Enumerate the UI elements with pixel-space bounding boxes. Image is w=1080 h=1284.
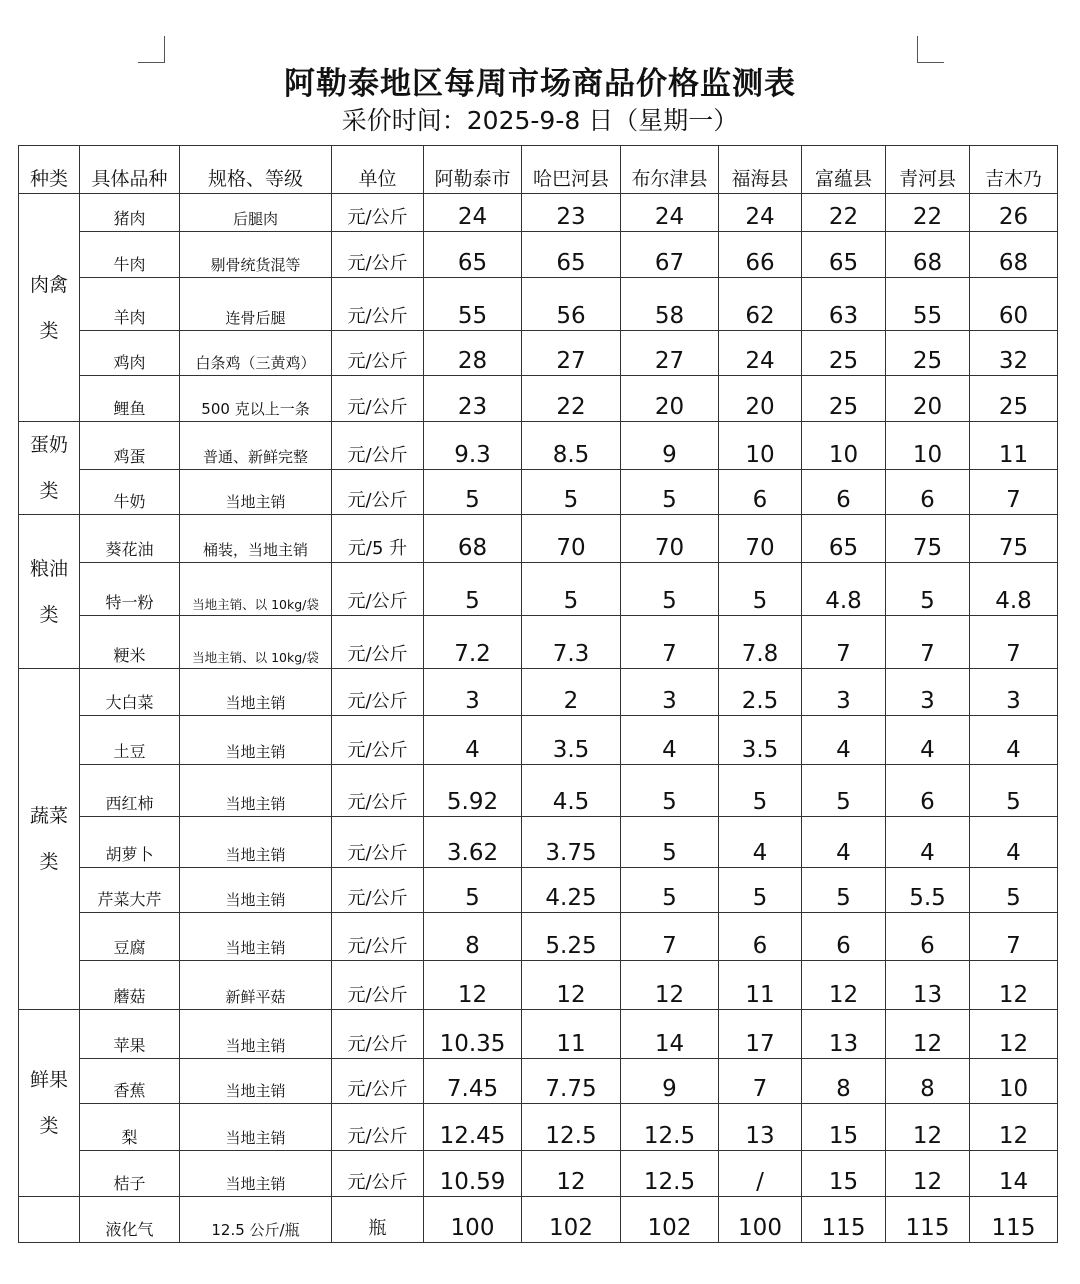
- category-label-part: 蛋奶: [29, 434, 68, 456]
- price-cell: 3: [886, 669, 970, 716]
- price-cell: 12: [886, 1151, 970, 1197]
- price-cell: 5.5: [886, 868, 970, 913]
- price-cell: 4: [802, 716, 886, 765]
- price-cell: 3.62: [424, 817, 522, 868]
- price-cell: 5: [424, 563, 522, 616]
- price-cell: 7: [886, 616, 970, 669]
- item-name-cell: 大白菜: [80, 669, 180, 716]
- price-cell: 5: [522, 563, 621, 616]
- price-cell: 12: [970, 961, 1058, 1010]
- table-row: [19, 1059, 1058, 1104]
- table-row: [19, 1197, 1058, 1243]
- item-unit-cell: 元/公斤: [332, 1104, 424, 1151]
- table-row: [19, 616, 1058, 669]
- table-row: [19, 376, 1058, 422]
- price-cell: 7.75: [522, 1059, 621, 1104]
- column-header: 单位: [332, 146, 424, 194]
- item-spec-cell: 剔骨统货混等: [180, 232, 332, 278]
- price-cell: 5: [621, 563, 719, 616]
- price-cell: 4: [424, 716, 522, 765]
- category-cell: [19, 422, 80, 515]
- price-cell: 13: [886, 961, 970, 1010]
- item-unit-cell: 元/公斤: [332, 470, 424, 515]
- price-cell: 56: [522, 278, 621, 331]
- price-cell: 10.35: [424, 1010, 522, 1059]
- item-unit-cell: 元/公斤: [332, 278, 424, 331]
- price-cell: 6: [802, 470, 886, 515]
- category-label-part: 蔬菜: [29, 805, 68, 827]
- price-cell: 12: [621, 961, 719, 1010]
- price-cell: 11: [970, 422, 1058, 470]
- table-row: [19, 278, 1058, 331]
- price-cell: 63: [802, 278, 886, 331]
- price-cell: 67: [621, 232, 719, 278]
- price-cell: 10.59: [424, 1151, 522, 1197]
- price-cell: 4: [886, 817, 970, 868]
- price-cell: 70: [719, 515, 802, 563]
- price-cell: 102: [522, 1197, 621, 1243]
- item-spec-cell: 桶装，当地主销: [180, 515, 332, 563]
- item-spec-cell: 12.5 公斤/瓶: [180, 1197, 332, 1243]
- price-cell: 5.92: [424, 765, 522, 817]
- price-cell: 5: [621, 470, 719, 515]
- price-cell: 4: [886, 716, 970, 765]
- price-cell: 28: [424, 331, 522, 376]
- price-cell: 22: [886, 194, 970, 232]
- price-cell: 23: [522, 194, 621, 232]
- price-cell: 12: [970, 1104, 1058, 1151]
- column-header: 种类: [19, 146, 80, 194]
- price-cell: 5: [522, 470, 621, 515]
- table-row: [19, 817, 1058, 868]
- category-cell: [19, 1010, 80, 1197]
- table-row: [19, 1104, 1058, 1151]
- price-cell: 10: [886, 422, 970, 470]
- price-cell: 13: [719, 1104, 802, 1151]
- price-cell: 3: [970, 669, 1058, 716]
- price-cell: 6: [802, 913, 886, 961]
- price-cell: 12: [802, 961, 886, 1010]
- price-cell: 70: [522, 515, 621, 563]
- item-unit-cell: 元/公斤: [332, 376, 424, 422]
- price-cell: /: [719, 1151, 802, 1197]
- price-cell: 20: [719, 376, 802, 422]
- category-cell: [19, 194, 80, 422]
- price-cell: 20: [621, 376, 719, 422]
- price-cell: 65: [522, 232, 621, 278]
- item-unit-cell: 瓶: [332, 1197, 424, 1243]
- price-cell: 8: [802, 1059, 886, 1104]
- item-name-cell: 梨: [80, 1104, 180, 1151]
- price-cell: 24: [719, 194, 802, 232]
- category-label-part: 类: [39, 851, 59, 873]
- price-cell: 5: [621, 868, 719, 913]
- item-spec-cell: 后腿肉: [180, 194, 332, 232]
- price-cell: 6: [719, 470, 802, 515]
- table-row: [19, 961, 1058, 1010]
- price-cell: 4: [970, 817, 1058, 868]
- column-header: 哈巴河县: [522, 146, 621, 194]
- item-name-cell: 胡萝卜: [80, 817, 180, 868]
- price-cell: 26: [970, 194, 1058, 232]
- item-unit-cell: 元/公斤: [332, 913, 424, 961]
- price-cell: 22: [522, 376, 621, 422]
- price-cell: 5: [719, 563, 802, 616]
- price-cell: 17: [719, 1010, 802, 1059]
- price-cell: 12.45: [424, 1104, 522, 1151]
- column-header: 具体品种: [80, 146, 180, 194]
- price-cell: 3: [802, 669, 886, 716]
- price-cell: 7: [621, 913, 719, 961]
- item-spec-cell: 当地主销: [180, 669, 332, 716]
- item-unit-cell: 元/公斤: [332, 422, 424, 470]
- price-cell: 65: [424, 232, 522, 278]
- price-cell: 24: [424, 194, 522, 232]
- price-cell: 24: [621, 194, 719, 232]
- item-name-cell: 土豆: [80, 716, 180, 765]
- price-cell: 58: [621, 278, 719, 331]
- price-cell: 27: [621, 331, 719, 376]
- document-subtitle: 采价时间：2025-9-8 日（星期一）: [341, 106, 739, 135]
- price-cell: 4: [802, 817, 886, 868]
- table-row: [19, 868, 1058, 913]
- category-cell: [19, 669, 80, 1010]
- item-spec-cell: 当地主销: [180, 868, 332, 913]
- item-spec-cell: 当地主销: [180, 817, 332, 868]
- item-name-cell: 牛奶: [80, 470, 180, 515]
- price-cell: 15: [802, 1151, 886, 1197]
- item-name-cell: 特一粉: [80, 563, 180, 616]
- item-name-cell: 粳米: [80, 616, 180, 669]
- item-unit-cell: 元/公斤: [332, 669, 424, 716]
- price-cell: 9: [621, 1059, 719, 1104]
- price-cell: 3.5: [719, 716, 802, 765]
- price-cell: 68: [886, 232, 970, 278]
- item-name-cell: 鸡蛋: [80, 422, 180, 470]
- table-row: [19, 331, 1058, 376]
- item-name-cell: 苹果: [80, 1010, 180, 1059]
- price-cell: 66: [719, 232, 802, 278]
- price-cell: 5: [621, 765, 719, 817]
- price-cell: 25: [970, 376, 1058, 422]
- column-header: 富蕴县: [802, 146, 886, 194]
- table-row: [19, 422, 1058, 470]
- table-row: [19, 563, 1058, 616]
- item-spec-cell: 当地主销: [180, 765, 332, 817]
- price-cell: 25: [802, 331, 886, 376]
- price-cell: 4.8: [970, 563, 1058, 616]
- item-name-cell: 豆腐: [80, 913, 180, 961]
- item-unit-cell: 元/5 升: [332, 515, 424, 563]
- item-spec-cell: 新鲜平菇: [180, 961, 332, 1010]
- item-name-cell: 鸡肉: [80, 331, 180, 376]
- price-cell: 24: [719, 331, 802, 376]
- price-cell: 6: [719, 913, 802, 961]
- item-spec-cell: 当地主销: [180, 1104, 332, 1151]
- price-cell: 75: [970, 515, 1058, 563]
- price-cell: 5: [802, 765, 886, 817]
- price-cell: 7.45: [424, 1059, 522, 1104]
- price-cell: 4.25: [522, 868, 621, 913]
- price-cell: 100: [719, 1197, 802, 1243]
- item-name-cell: 羊肉: [80, 278, 180, 331]
- price-cell: 12: [424, 961, 522, 1010]
- item-unit-cell: 元/公斤: [332, 1151, 424, 1197]
- table-row: [19, 716, 1058, 765]
- item-unit-cell: 元/公斤: [332, 616, 424, 669]
- price-cell: 8: [424, 913, 522, 961]
- price-cell: 3.75: [522, 817, 621, 868]
- price-cell: 5: [970, 868, 1058, 913]
- price-cell: 65: [802, 232, 886, 278]
- item-name-cell: 蘑菇: [80, 961, 180, 1010]
- price-cell: 3.5: [522, 716, 621, 765]
- price-cell: 100: [424, 1197, 522, 1243]
- price-cell: 7: [970, 616, 1058, 669]
- category-label-part: 类: [39, 603, 59, 626]
- price-cell: 12.5: [621, 1151, 719, 1197]
- item-spec-cell: 连骨后腿: [180, 278, 332, 331]
- price-cell: 62: [719, 278, 802, 331]
- price-cell: 102: [621, 1197, 719, 1243]
- price-cell: 9.3: [424, 422, 522, 470]
- item-unit-cell: 元/公斤: [332, 1010, 424, 1059]
- item-spec-cell: 当地主销: [180, 1151, 332, 1197]
- table-row: [19, 515, 1058, 563]
- item-name-cell: 牛肉: [80, 232, 180, 278]
- table-row: [19, 194, 1058, 232]
- item-name-cell: 液化气: [80, 1197, 180, 1243]
- price-cell: 7: [621, 616, 719, 669]
- item-spec-cell: 当地主销: [180, 470, 332, 515]
- price-cell: 22: [802, 194, 886, 232]
- item-unit-cell: 元/公斤: [332, 817, 424, 868]
- price-cell: 9: [621, 422, 719, 470]
- item-spec-cell: 当地主销、以 10kg/袋: [180, 563, 332, 616]
- price-cell: 5: [886, 563, 970, 616]
- price-cell: 23: [424, 376, 522, 422]
- price-cell: 115: [886, 1197, 970, 1243]
- price-cell: 14: [970, 1151, 1058, 1197]
- item-spec-cell: 当地主销: [180, 1059, 332, 1104]
- item-spec-cell: 当地主销: [180, 1010, 332, 1059]
- document-title: 阿勒泰地区每周市场商品价格监测表: [284, 66, 796, 102]
- price-cell: 4.8: [802, 563, 886, 616]
- item-spec-cell: 普通、新鲜完整: [180, 422, 332, 470]
- price-table: [18, 145, 1058, 1243]
- item-unit-cell: 元/公斤: [332, 331, 424, 376]
- price-cell: 2.5: [719, 669, 802, 716]
- price-cell: 65: [802, 515, 886, 563]
- price-cell: 25: [886, 331, 970, 376]
- item-name-cell: 葵花油: [80, 515, 180, 563]
- price-cell: 25: [802, 376, 886, 422]
- price-cell: 12: [522, 1151, 621, 1197]
- price-cell: 4: [970, 716, 1058, 765]
- item-unit-cell: 元/公斤: [332, 961, 424, 1010]
- price-cell: 32: [970, 331, 1058, 376]
- price-cell: 12: [970, 1010, 1058, 1059]
- item-spec-cell: 当地主销: [180, 716, 332, 765]
- price-cell: 13: [802, 1010, 886, 1059]
- price-cell: 27: [522, 331, 621, 376]
- price-cell: 75: [886, 515, 970, 563]
- price-cell: 4.5: [522, 765, 621, 817]
- table-row: [19, 470, 1058, 515]
- item-name-cell: 香蕉: [80, 1059, 180, 1104]
- price-cell: 5: [424, 470, 522, 515]
- price-cell: 4: [719, 817, 802, 868]
- price-cell: 60: [970, 278, 1058, 331]
- price-cell: 7.8: [719, 616, 802, 669]
- price-cell: 3: [621, 669, 719, 716]
- price-cell: 5: [621, 817, 719, 868]
- price-cell: 12.5: [621, 1104, 719, 1151]
- price-cell: 12: [886, 1010, 970, 1059]
- price-cell: 55: [424, 278, 522, 331]
- column-header: 规格、等级: [180, 146, 332, 194]
- price-cell: 5.25: [522, 913, 621, 961]
- category-label-part: 类: [39, 480, 59, 502]
- price-cell: 7: [970, 470, 1058, 515]
- table-row: [19, 1151, 1058, 1197]
- price-cell: 8.5: [522, 422, 621, 470]
- price-cell: 4: [621, 716, 719, 765]
- item-name-cell: 猪肉: [80, 194, 180, 232]
- price-cell: 11: [522, 1010, 621, 1059]
- price-cell: 7: [719, 1059, 802, 1104]
- table-row: [19, 669, 1058, 716]
- price-cell: 8: [886, 1059, 970, 1104]
- column-header: 福海县: [719, 146, 802, 194]
- item-unit-cell: 元/公斤: [332, 1059, 424, 1104]
- item-unit-cell: 元/公斤: [332, 765, 424, 817]
- category-cell: [19, 515, 80, 669]
- item-unit-cell: 元/公斤: [332, 194, 424, 232]
- price-cell: 7.3: [522, 616, 621, 669]
- price-cell: 10: [970, 1059, 1058, 1104]
- price-cell: 6: [886, 913, 970, 961]
- price-cell: 6: [886, 765, 970, 817]
- price-cell: 6: [886, 470, 970, 515]
- price-cell: 115: [802, 1197, 886, 1243]
- price-cell: 68: [424, 515, 522, 563]
- category-cell: [19, 1197, 80, 1243]
- header-row: [19, 146, 1058, 194]
- price-cell: 5: [719, 765, 802, 817]
- price-cell: 11: [719, 961, 802, 1010]
- item-unit-cell: 元/公斤: [332, 563, 424, 616]
- column-header: 阿勒泰市: [424, 146, 522, 194]
- price-cell: 70: [621, 515, 719, 563]
- table-row: [19, 1010, 1058, 1059]
- item-spec-cell: 白条鸡（三黄鸡）: [180, 331, 332, 376]
- item-unit-cell: 元/公斤: [332, 868, 424, 913]
- price-cell: 5: [802, 868, 886, 913]
- price-cell: 5: [970, 765, 1058, 817]
- column-header: 青河县: [886, 146, 970, 194]
- price-cell: 55: [886, 278, 970, 331]
- price-cell: 10: [802, 422, 886, 470]
- price-cell: 3: [424, 669, 522, 716]
- price-cell: 14: [621, 1010, 719, 1059]
- price-cell: 12: [886, 1104, 970, 1151]
- category-label-part: 肉禽: [29, 273, 68, 296]
- category-label-part: 类: [39, 319, 59, 342]
- item-unit-cell: 元/公斤: [332, 716, 424, 765]
- table-row: [19, 913, 1058, 961]
- item-unit-cell: 元/公斤: [332, 232, 424, 278]
- table-row: [19, 232, 1058, 278]
- item-name-cell: 桔子: [80, 1151, 180, 1197]
- price-cell: 15: [802, 1104, 886, 1151]
- price-cell: 7: [970, 913, 1058, 961]
- item-name-cell: 鲤鱼: [80, 376, 180, 422]
- price-cell: 68: [970, 232, 1058, 278]
- category-label-part: 类: [39, 1115, 59, 1137]
- category-label-part: 粮油: [29, 557, 68, 580]
- table-row: [19, 765, 1058, 817]
- item-spec-cell: 500 克以上一条: [180, 376, 332, 422]
- column-header: 布尔津县: [621, 146, 719, 194]
- category-label-part: 鲜果: [29, 1069, 68, 1091]
- price-cell: 5: [719, 868, 802, 913]
- price-cell: 5: [424, 868, 522, 913]
- price-cell: 115: [970, 1197, 1058, 1243]
- price-cell: 12: [522, 961, 621, 1010]
- item-name-cell: 芹菜大芹: [80, 868, 180, 913]
- price-cell: 10: [719, 422, 802, 470]
- price-cell: 12.5: [522, 1104, 621, 1151]
- item-spec-cell: 当地主销、以 10kg/袋: [180, 616, 332, 669]
- item-spec-cell: 当地主销: [180, 913, 332, 961]
- column-header: 吉木乃: [970, 146, 1058, 194]
- price-cell: 7: [802, 616, 886, 669]
- price-cell: 7.2: [424, 616, 522, 669]
- price-cell: 20: [886, 376, 970, 422]
- item-name-cell: 西红柿: [80, 765, 180, 817]
- price-cell: 2: [522, 669, 621, 716]
